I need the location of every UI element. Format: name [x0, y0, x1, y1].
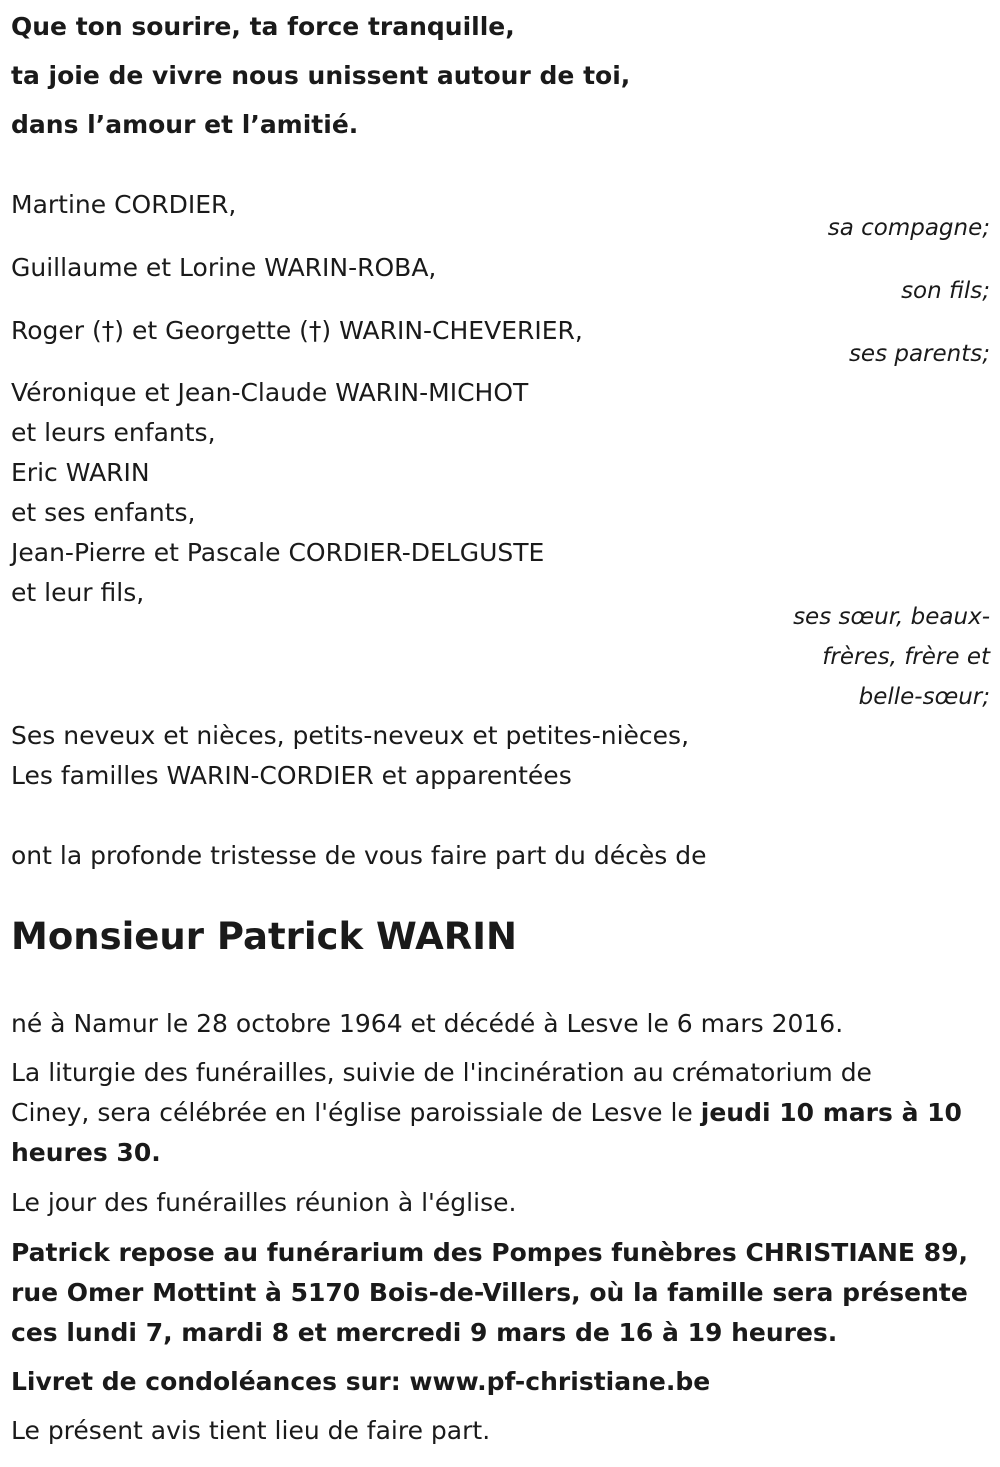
sibling-line-4: et ses enfants,	[11, 498, 196, 527]
siblings-role-line-1: ses sœur, beaux-	[793, 604, 990, 630]
sibling-line-6: et leur fils,	[11, 578, 145, 607]
son-name: Guillaume et Lorine WARIN-ROBA,	[11, 253, 437, 282]
poem-line-1: Que ton sourire, ta force tranquille,	[11, 12, 515, 41]
poem-line-2: ta joie de vivre nous unissent autour de toi,	[11, 61, 631, 90]
sibling-line-3: Eric WARIN	[11, 458, 150, 487]
parents-name: Roger (†) et Georgette (†) WARIN-CHEVERIER,	[11, 316, 583, 345]
sibling-line-1: Véronique et Jean-Claude WARIN-MICHOT	[11, 378, 529, 407]
liturgy-line-2-text: Ciney, sera célébrée en l'église paroissiale de Lesve le	[11, 1098, 701, 1127]
parents-role: ses parents;	[848, 341, 990, 367]
announcement: ont la profonde tristesse de vous faire part du décès de	[11, 841, 707, 870]
funerarium-line-1: Patrick repose au funérarium des Pompes funèbres CHRISTIANE 89,	[11, 1238, 968, 1267]
liturgy-line-2	[11, 1098, 962, 1128]
siblings-role-line-2: frères, frère et	[822, 644, 990, 670]
meeting-note: Le jour des funérailles réunion à l'église.	[11, 1188, 517, 1217]
closing-note: Le présent avis tient lieu de faire part.	[11, 1416, 491, 1445]
companion-name: Martine CORDIER,	[11, 190, 237, 219]
funerarium-line-3: ces lundi 7, mardi 8 et mercredi 9 mars de 16 à 19 heures.	[11, 1318, 838, 1347]
extended-family-line-2: Les familles WARIN-CORDIER et apparentées	[11, 761, 572, 790]
birth-death: né à Namur le 28 octobre 1964 et décédé à Lesve le 6 mars 2016.	[11, 1009, 844, 1038]
sibling-line-5: Jean-Pierre et Pascale CORDIER-DELGUSTE	[11, 538, 545, 567]
sibling-line-2: et leurs enfants,	[11, 418, 216, 447]
poem-line-3: dans l’amour et l’amitié.	[11, 110, 359, 139]
liturgy-line-1: La liturgie des funérailles, suivie de l'incinération au crématorium de	[11, 1058, 872, 1087]
liturgy-date: jeudi 10 mars à 10	[700, 1098, 962, 1127]
siblings-role-line-3: belle-sœur;	[858, 684, 990, 710]
companion-role: sa compagne;	[827, 215, 990, 241]
condolences-link: Livret de condoléances sur: www.pf-christiane.be	[11, 1367, 711, 1396]
deceased-name: Monsieur Patrick WARIN	[11, 915, 517, 958]
extended-family-line-1: Ses neveux et nièces, petits-neveux et petites-nièces,	[11, 721, 690, 750]
liturgy-time: heures 30.	[11, 1138, 161, 1167]
son-role: son fils;	[901, 278, 990, 304]
funerarium-line-2: rue Omer Mottint à 5170 Bois-de-Villers, où la famille sera présente	[11, 1278, 968, 1307]
